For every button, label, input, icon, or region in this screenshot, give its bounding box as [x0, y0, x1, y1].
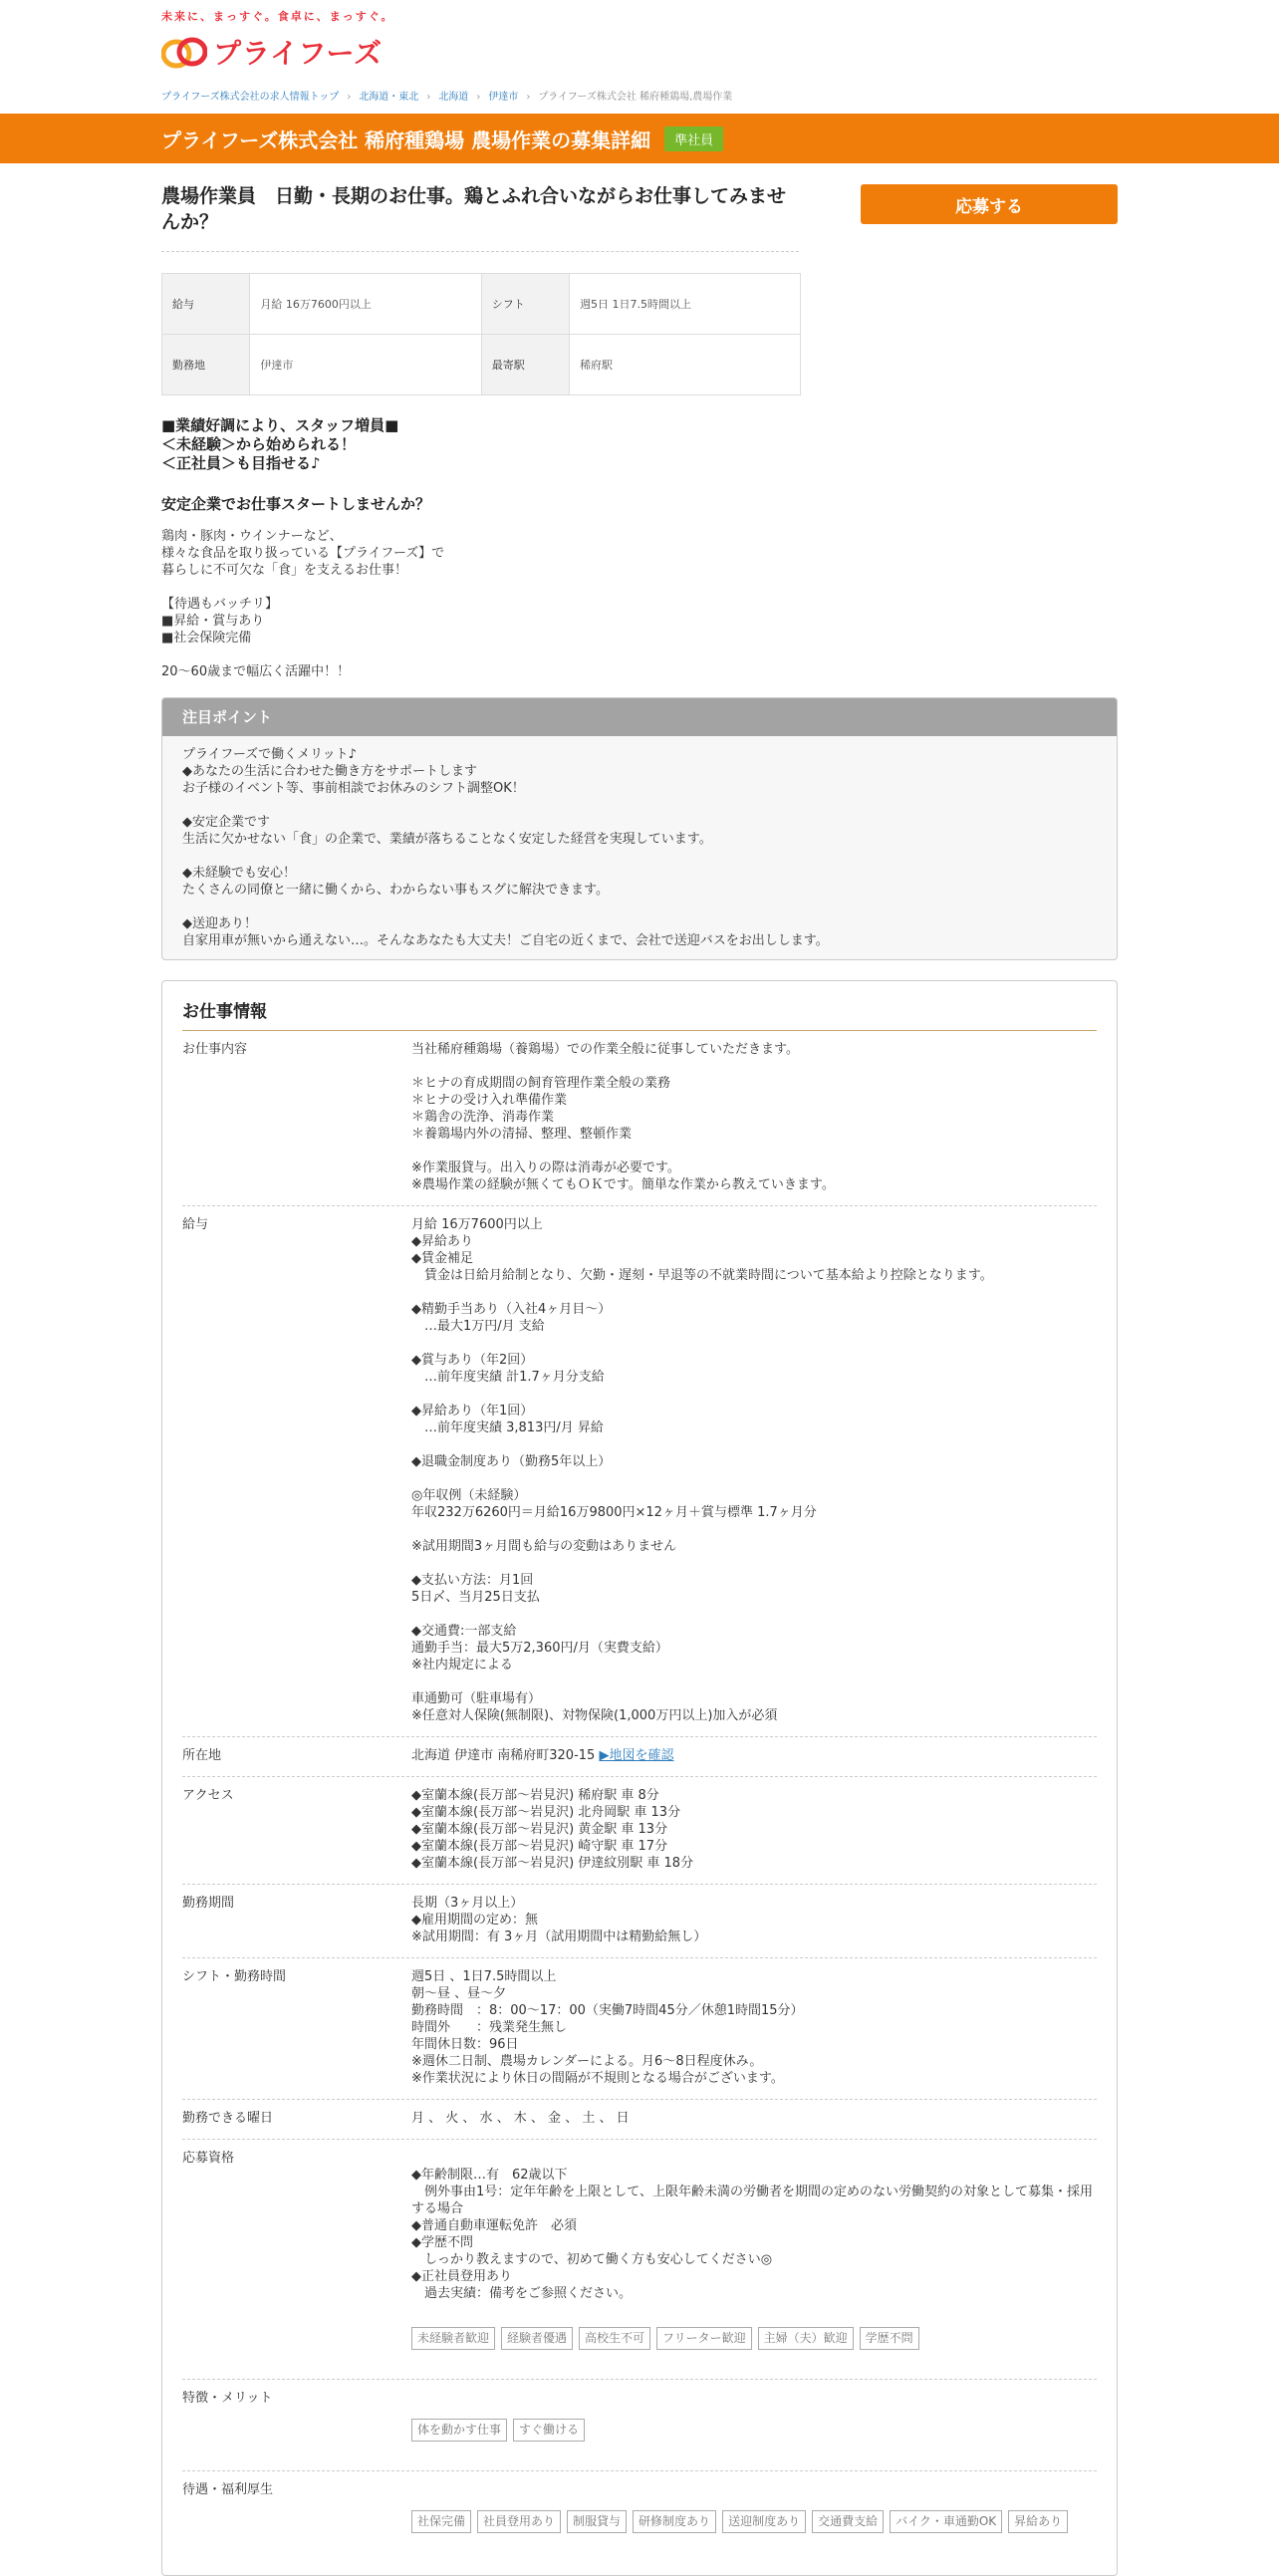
job-info-title: お仕事情報 [182, 997, 1097, 1031]
row-merit [182, 2380, 1097, 2471]
row-value: 長期（3ヶ月以上） ◆雇用期間の定め：無 ※試用期間：有 3ヶ月（試用期間中は精勤給無し） [411, 1896, 707, 1944]
intro-section [161, 416, 859, 680]
row-label: 勤務期間 [182, 1896, 235, 1911]
row-salary [182, 1206, 1097, 1737]
company-logo[interactable] [161, 30, 383, 74]
row-value: ◆室蘭本線(長万部～岩見沢) 稀府駅 車 8分 ◆室蘭本線(長万部～岩見沢) 北舟岡駅 車 13分 ◆室蘭本線(長万部～岩見沢) 黄金駅 車 13分 ◆室蘭本線(長万部～岩見沢) 崎守駅 車 17分 ◆室蘭本線(長万部～岩見沢) 伊達紋別駅 車 18分 [411, 1788, 694, 1871]
tagline: 未来に、まっすぐ。食卓に、まっすぐ。 [161, 10, 394, 23]
row-label: 勤務できる曜日 [182, 2111, 274, 2126]
intro-subheading: 安定企業でお仕事スタートしませんか？ [161, 495, 431, 513]
row-label: シフト・勤務時間 [182, 1969, 287, 1984]
banner-title: プライフーズ株式会社 稀府種鶏場 農場作業の募集詳細 [161, 128, 651, 152]
row-value [411, 2390, 1097, 2458]
row-label: 応募資格 [182, 2151, 235, 2166]
summary-station-value: 稀府駅 [570, 335, 801, 395]
row-label: 待遇・福利厚生 [182, 2482, 274, 2497]
tag: 体を動かす仕事 [411, 2419, 507, 2442]
breadcrumb-city[interactable]: 伊達市 [488, 92, 519, 103]
summary-shift-label: シフト [481, 274, 569, 335]
tag: 昇給あり [1008, 2510, 1068, 2533]
breadcrumb-top[interactable]: プライフーズ株式会社の求人情報トップ [161, 92, 340, 103]
row-location [182, 1737, 1097, 1777]
job-title: 農場作業員 日勤・長期のお仕事。鶏とふれ合いながらお仕事してみませんか？ [161, 185, 787, 233]
row-value: 週5日 、1日7.5時間以上 朝～昼 、昼～夕 勤務時間 ：8：00〜17：00（実働7時間45分／休憩1時間15分） 時間外 ：残業発生無し 年間休日数：96日 ※週休二日制、農場カレンダーによる。月6～8日程度休み。 ※作業状況により休日の間隔が不規則となる場合がございます。 [411, 1969, 804, 2086]
summary-shift-value: 週5日 1日7.5時間以上 [570, 274, 801, 335]
row-value [411, 2481, 1097, 2550]
intro-body: 鶏肉・豚肉・ウインナーなど、 様々な食品を取り扱っている【プライフーズ】で 暮らしに不可欠な「食」を支えるお仕事！ 【待遇もバッチリ】 ■昇給・賞与あり ■社会保険完備 20〜60歳まで幅広く活躍中！！ [161, 529, 445, 679]
summary-place-value: 伊達市 [250, 335, 481, 395]
location-text: 北海道 伊達市 南稀府町320-15 [411, 1748, 596, 1763]
welfare-tags [411, 2510, 1097, 2533]
summary-salary-value: 月給 16万7600円以上 [250, 274, 481, 335]
tag: フリーター歓迎 [656, 2327, 752, 2350]
intro-headline: ■業績好調により、スタッフ増員■ ＜未経験＞から始められる！ ＜正社員＞も目指せる♪ [161, 416, 399, 472]
title-banner [0, 114, 1279, 163]
tag: 未経験者歓迎 [411, 2327, 495, 2350]
row-value: 月 、 火 、 水 、 木 、 金 、 土 、 日 [411, 2111, 630, 2126]
tag: すぐ働ける [513, 2419, 585, 2442]
tag: 制服貸与 [567, 2510, 627, 2533]
row-label: 給与 [182, 1217, 209, 1232]
tag: 高校生不可 [579, 2327, 650, 2350]
qualification-tags [411, 2327, 1097, 2350]
row-label: 特徴・メリット [182, 2391, 273, 2406]
logo-text: プライフーズ [213, 37, 384, 70]
row-qualification [182, 2140, 1097, 2380]
tag: 経験者優遇 [501, 2327, 573, 2350]
tag: 社保完備 [411, 2510, 471, 2533]
job-info-section [161, 980, 1118, 2576]
highlight-box [161, 697, 1118, 960]
tag: 社員登用あり [477, 2510, 561, 2533]
breadcrumb: プライフーズ株式会社の求人情報トップ › 北海道・東北 › 北海道 › 伊達市 › プライフーズ株式会社 稀府種鶏場,農場作業 [161, 92, 733, 103]
employment-type-badge: 準社員 [664, 127, 723, 151]
tag: バイク・車通勤OK [890, 2510, 1002, 2533]
row-label: 所在地 [182, 1748, 222, 1763]
breadcrumb-prefecture[interactable]: 北海道 [438, 92, 469, 103]
tag: 送迎制度あり [722, 2510, 806, 2533]
highlight-body: プライフーズで働くメリット♪ ◆あなたの生活に合わせた働き方をサポートします お子様のイベント等、事前相談でお休みのシフト調整OK！ ◆安定企業です 生活に欠かせない「食」の企業で、業績が落ちることなく安定した経営を実現しています。 ◆未経験でも安心！ たくさんの同僚と一緒に働くから、わからない事もスグに解決できます。 ◆送迎あり！ 自家用車が無いから通えない…。そんなあなたも大丈夫！ご自宅の近くまで、会社で送迎バスをお出しします。 [182, 747, 829, 948]
logo-icon [161, 32, 207, 72]
row-shift [182, 1958, 1097, 2100]
map-link[interactable]: ▶地図を確認 [599, 1748, 674, 1763]
row-welfare [182, 2471, 1097, 2562]
breadcrumb-region[interactable]: 北海道・東北 [359, 92, 419, 103]
row-label: アクセス [182, 1788, 234, 1803]
tag: 交通費支給 [812, 2510, 884, 2533]
merit-tags [411, 2419, 1097, 2442]
tag: 研修制度あり [633, 2510, 716, 2533]
row-period [182, 1885, 1097, 1958]
row-value [411, 1747, 1097, 1764]
summary-station-label: 最寄駅 [481, 335, 569, 395]
row-value [411, 2150, 1097, 2367]
highlight-title: 注目ポイント [162, 698, 1117, 736]
row-job-content [182, 1031, 1097, 1206]
row-value: 月給 16万7600円以上 ◆昇給あり ◆賃金補足 賃金は日給月給制となり、欠勤・遅刻・早退等の不就業時間について基本給より控除となります。 ◆精勤手当あり（入社4ヶ月目〜） …最大1万円/月 支給 ◆賞与あり（年2回） …前年度実績 計1.7ヶ月分支給 ◆昇給あり（年1回） …前年度実績 3,813円/月 昇給 ◆退職金制度あり（勤務5年以上） ◎年収例（未経験） 年収232万6260円＝月給16万9800円×12ヶ月＋賞与標準 1.7ヶ月分 ※試用期間3ヶ月間も給与の変動はありません ◆支払い方法：月1回 5日〆、当月25日支払 ◆交通費:一部支給 通勤手当：最大5万2,360円/月（実費支給） ※社内規定による 車通勤可（駐車場有） ※任意対人保険(無制限)、対物保険(1,000万円以上)加入が必須 [411, 1217, 993, 1723]
divider [161, 251, 799, 252]
summary-table [161, 273, 801, 395]
row-access [182, 1777, 1097, 1885]
apply-button[interactable]: 応募する [861, 184, 1118, 224]
tag: 学歴不問 [860, 2327, 919, 2350]
summary-place-label: 勤務地 [162, 335, 250, 395]
summary-salary-label: 給与 [162, 274, 250, 335]
row-days [182, 2100, 1097, 2140]
tag: 主婦（夫）歓迎 [758, 2327, 854, 2350]
qualification-text: ◆年齢制限…有 62歳以下 例外事由1号：定年年齢を上限として、上限年齢未満の労働者を期間の定めのない労働契約の対象として募集・採用する場合 ◆普通自動車運転免許 必須 ◆学歴不問 しっかり教えますので、初めて働く方も安心してください◎ ◆正社員登用あり 過去実績：備考をご参照ください。 [411, 2168, 1094, 2301]
row-value: 当社稀府種鶏場（養鶏場）での作業全般に従事していただきます。 ＊ヒナの育成期間の飼育管理作業全般の業務 ＊ヒナの受け入れ準備作業 ＊鶏舎の洗浄、消毒作業 ＊養鶏場内外の清掃、整理、整頓作業 ※作業服貸与。出入りの際は消毒が必要です。 ※農場作業の経験が無くてもＯＫです。簡単な作業から教えていきます。 [411, 1042, 835, 1192]
breadcrumb-current: プライフーズ株式会社 稀府種鶏場,農場作業 [538, 92, 733, 103]
row-label: お仕事内容 [182, 1042, 248, 1057]
